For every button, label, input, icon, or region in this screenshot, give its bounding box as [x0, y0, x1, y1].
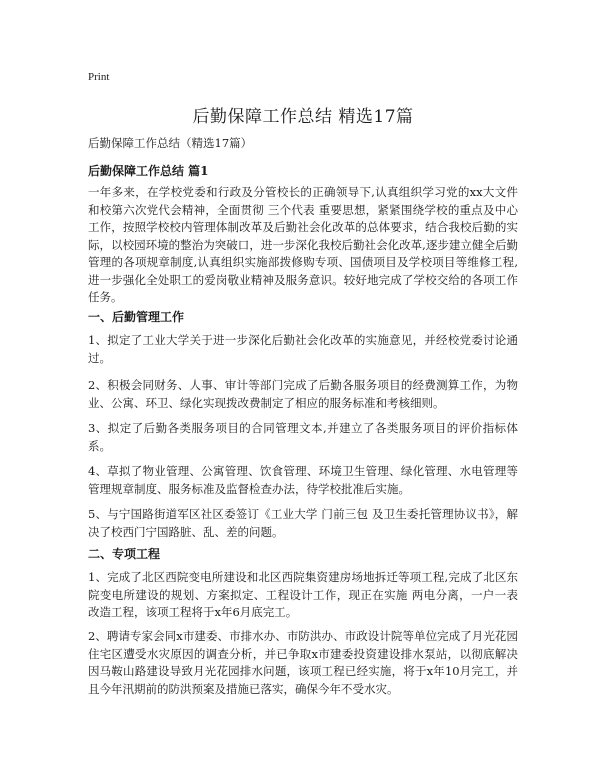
list-item: 2、聘请专家会同x市建委、市排水办、市防洪办、市政设计院等单位完成了月光花园住宅区遭受水灾原因的调查分析，并已争取x市建委投资建设排水泵站，以彻底解决因马鞍山路建设导致月光花园排水问题，该项工程已经实施，将于x年10月完工，并且今年汛期前的防洪预案及措施已落实，确保今年不受水灾。	[88, 629, 518, 696]
page-title: 后勤保障工作总结 精选17篇	[192, 107, 414, 127]
intro-paragraph: 一年多来，在学校党委和行政及分管校长的正确领导下,认真组织学习党的xx大文件和校第六次党代会精神，全面贯彻 三个代表 重要思想，紧紧围绕学校的重点及中心工作，按照学校校内管理体制改革及后勤社会化改革的总体要求，结合我校后勤的实际，以校园环境的整治为突破口，进一步深化我校后勤社会化改革,逐步建立健全后勤管理的各项规章制度,认真组织实施部拨修购专项、国债项目及学校项目等维修工程,进一步强化全处职工的爱岗敬业精神及服务意识。较好地完成了学校交给的各项工作任务。	[88, 185, 518, 304]
list-item: 4、草拟了物业管理、公寓管理、饮食管理、环境卫生管理、绿化管理、水电管理等管理规章制度、服务标准及监督检查办法，待学校批准后实施。	[88, 464, 518, 496]
list-item: 5、与宁国路街道军区社区委签订《工业大学 门前三包 及卫生委托管理协议书》，解决了校西门宁国路脏、乱、差的问题。	[88, 507, 518, 539]
list-item: 2、积极会同财务、人事、审计等部门完成了后勤各服务项目的经费测算工作，为物业、公寓、环卫、绿化实现拨改费制定了相应的服务标准和考核细则。	[88, 378, 518, 410]
list-item: 1、完成了北区西院变电所建设和北区西院集资建房场地拆迁等项工程,完成了北区东院变电所建设的规划、方案拟定、工程设计工作，现正在实施 两电分离，一户一表 改造工程，该项工程将于x年6月底完工。	[88, 570, 518, 619]
print-label: Print	[88, 71, 110, 83]
section-heading-projects: 二、专项工程	[88, 547, 161, 561]
list-item: 3、拟定了后勤各类服务项目的合同管理文本,并建立了各类服务项目的评价指标体系。	[88, 421, 518, 453]
list-item: 1、拟定了工业大学关于进一步深化后勤社会化改革的实施意见，并经校党委讨论通过。	[88, 333, 518, 365]
section-heading-logistics: 一、后勤管理工作	[88, 310, 185, 324]
page-subtitle: 后勤保障工作总结（精选17篇）	[88, 136, 253, 150]
article-heading: 后勤保障工作总结 篇1	[88, 164, 209, 178]
